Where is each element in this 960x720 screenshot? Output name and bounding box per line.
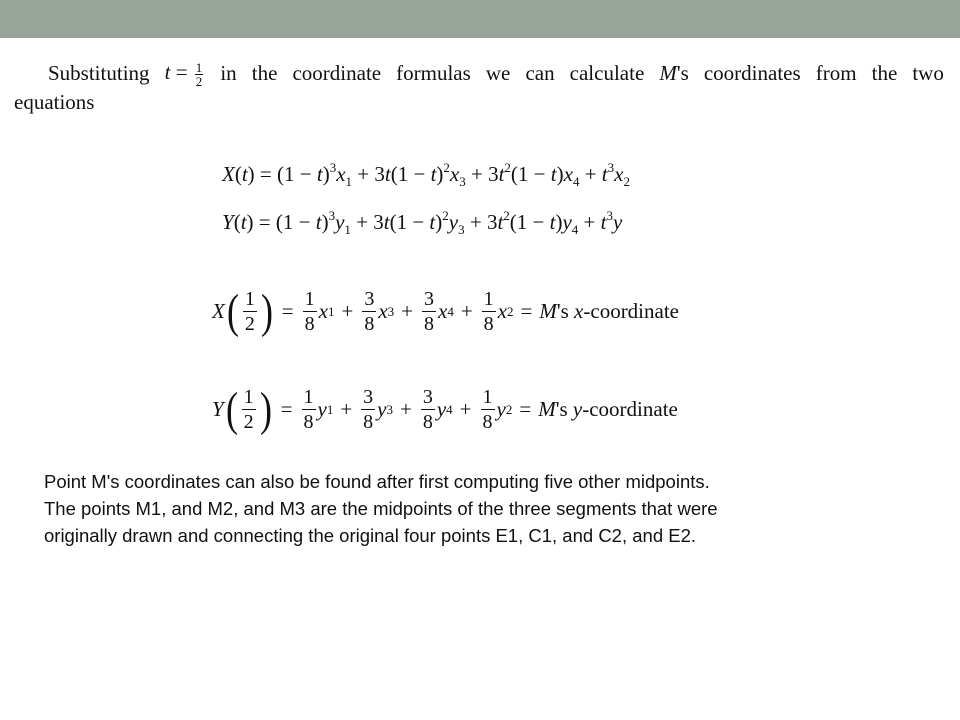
intro-word: we [485,61,511,85]
term-variable: x [318,299,328,323]
result-label [539,299,679,324]
equals-sign: = [520,299,533,323]
fraction-denominator: 8 [482,411,493,433]
intro-word: two [912,61,944,85]
intro-word: formulas [396,61,471,85]
possessive: 's [555,397,568,421]
explanation-paragraph [44,468,934,549]
plus-sign: + [459,397,472,421]
m-variable: M [538,397,556,421]
intro-word: the [871,61,898,85]
equation-y-half: Y ( $\frac{1}{2}$ ) = $\frac{1}{8}$ y 1 + $\frac{3}{8}$ y 3 + $\frac{3}{8}$ y 4 + $\frac{1}{8}$ y 2 = M's y-coordinate [212,382,678,436]
fraction-numerator: 1 [244,288,255,310]
equals-sign: = [519,397,532,421]
function-name: Y [212,397,224,421]
coefficient-fraction [303,287,317,336]
top-accent-bar [0,0,960,38]
plus-sign: + [400,397,412,421]
fraction-denominator: 8 [423,313,434,335]
paragraph-line-2: The points M1, and M2, and M3 are the midpoints of the three segments that were [44,498,718,519]
intro-line-2: equations [14,90,95,114]
paragraph-line-3: originally drawn and connecting the original four points E1, C1, and C2, and E2. [44,525,697,546]
plus-sign: + [401,299,413,323]
fraction-denominator: 8 [483,313,494,335]
coordinate-label: -coordinate [583,299,679,323]
fraction-numerator: 3 [422,386,433,408]
intro-word: coordinates [703,61,801,85]
right-paren: ) [259,382,272,436]
left-paren: ( [226,284,239,338]
equation-x-of-t: $X(t) = (1 - t)^3x_1 + 3t(1 - t)^2x_3 + 3t^2(1 - t)x_4 + t^3x_2$ [222,160,630,189]
term-variable: y [436,397,447,421]
fraction-numerator: 1 [303,386,314,408]
coefficient-fraction [421,385,435,434]
one-half-fraction [195,61,204,88]
equation-x-half: X ( $\frac{1}{2}$ ) = $\frac{1}{8}$ x 1 + $\frac{3}{8}$ x 3 + $\frac{3}{8}$ x 4 + $\frac{1}{8}$ x 2 = M's x-coordinate [212,284,679,338]
equation-y-of-t: $Y(t) = (1 - t)^3y_1 + 3t(1 - t)^2y_3 + 3t^2(1 - t)y_4 + t^3y$ [222,208,623,237]
coefficient-fraction [422,287,436,336]
argument-fraction [243,287,257,336]
fraction-denominator: 2 [244,313,255,335]
intro-word: can [525,61,555,85]
t-variable: t [164,60,171,85]
fraction-numerator: 3 [423,288,434,310]
intro-t-equals-half [165,58,206,88]
argument-fraction [242,385,256,434]
result-label [538,397,678,422]
m-variable: M [539,299,557,323]
coefficient-fraction [481,385,495,434]
term-variable: y [317,397,327,421]
fraction-denominator: 8 [363,411,374,433]
coefficient-fraction [482,287,496,336]
plus-sign: + [341,299,354,323]
fraction-numerator: 1 [195,59,203,75]
intro-word: calculate [569,61,645,85]
right-paren: ) [260,284,273,338]
fraction-numerator: 3 [364,288,375,310]
term-variable: y [496,397,506,421]
coordinate-variable: x [574,299,584,323]
term-variable: y [377,397,387,421]
paragraph-line-1: Point M's coordinates can also be found after first computing five other midpoints. [44,471,710,492]
term-variable: x [378,299,388,323]
coefficient-fraction [362,287,376,336]
intro-line-1 [14,58,944,88]
equals-sign: = [280,397,293,421]
equals-sign: = [281,299,294,323]
intro-word: from [815,61,857,85]
possessive: 's [676,61,689,85]
fraction-numerator: 1 [483,288,494,310]
intro-text [14,58,944,116]
fraction-denominator: 8 [304,313,315,335]
fraction-denominator: 8 [364,313,375,335]
intro-word: coordinate [292,61,382,85]
fraction-numerator: 1 [482,386,493,408]
fraction-numerator: 1 [304,288,315,310]
function-name: X [212,299,225,323]
plus-sign: + [340,397,353,421]
intro-word: Substituting [48,61,150,85]
fraction-denominator: 8 [303,411,314,433]
fraction-numerator: 1 [243,386,254,408]
fraction-numerator: 3 [363,386,374,408]
intro-word: the [251,61,278,85]
coordinate-label: -coordinate [582,397,678,421]
fraction-denominator: 2 [195,73,203,89]
term-variable: x [437,299,448,323]
coefficient-fraction [302,385,316,434]
equals-sign: = [175,60,188,85]
coefficient-fraction [361,385,375,434]
intro-word: in [220,61,237,85]
fraction-denominator: 2 [243,411,254,433]
m-variable: M [659,61,677,85]
left-paren: ( [225,382,238,436]
term-variable: x [497,299,507,323]
fraction-denominator: 8 [422,411,433,433]
intro-m-possessive [659,59,688,87]
plus-sign: + [460,299,473,323]
coordinate-variable: y [572,397,583,421]
possessive: 's [556,299,569,323]
